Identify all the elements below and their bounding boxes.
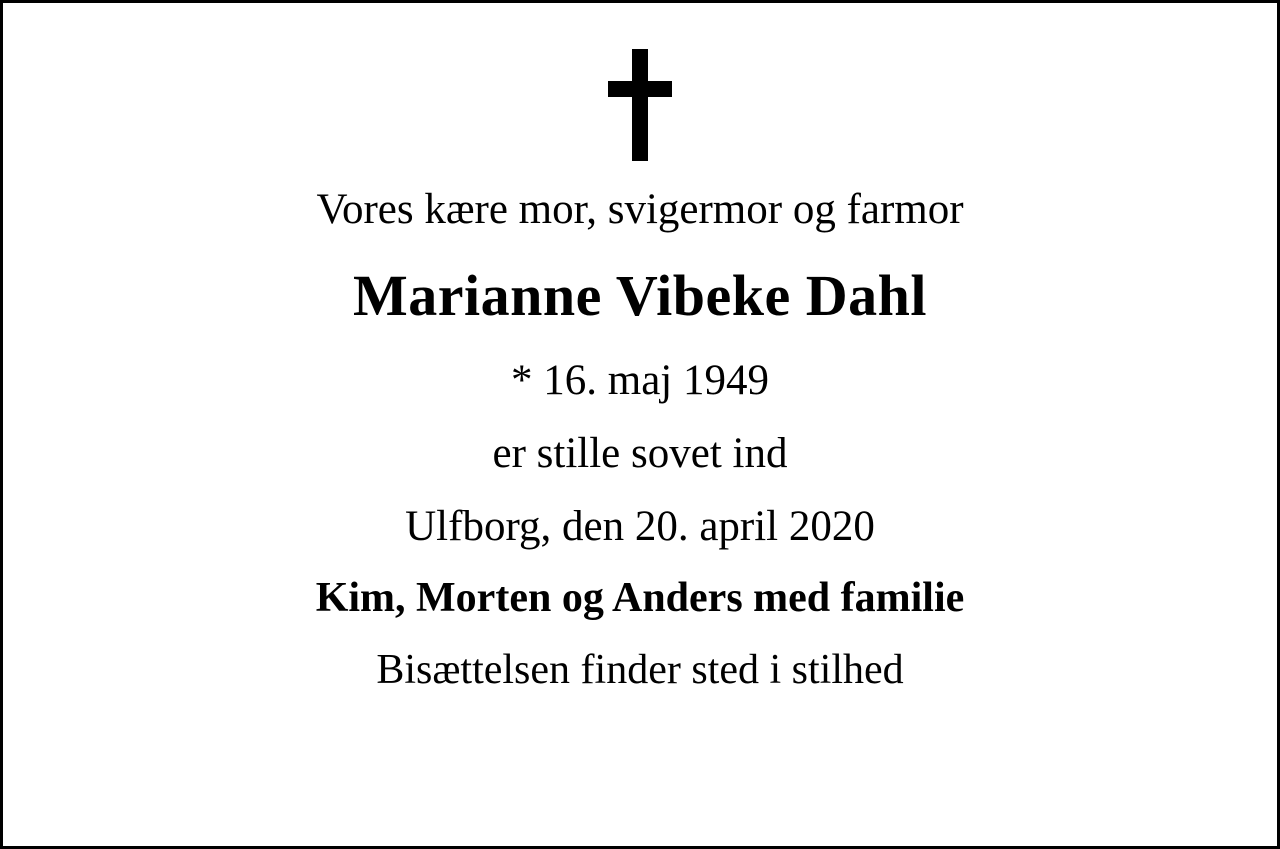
relation-line: Vores kære mor, svigermor og farmor	[316, 186, 964, 233]
deceased-name: Marianne Vibeke Dahl	[353, 262, 927, 328]
place-and-date-line: Ulfborg, den 20. april 2020	[405, 502, 875, 550]
cross-horizontal-bar	[608, 81, 672, 97]
passing-line: er stille sovet ind	[492, 429, 788, 477]
birth-date-line: * 16. maj 1949	[511, 357, 769, 405]
survivors-line: Kim, Morten og Anders med familie	[315, 575, 965, 622]
funeral-note-line: Bisættelsen finder sted i stilhed	[376, 646, 904, 693]
latin-cross-icon	[608, 49, 672, 161]
cross-vertical-bar	[632, 49, 648, 161]
